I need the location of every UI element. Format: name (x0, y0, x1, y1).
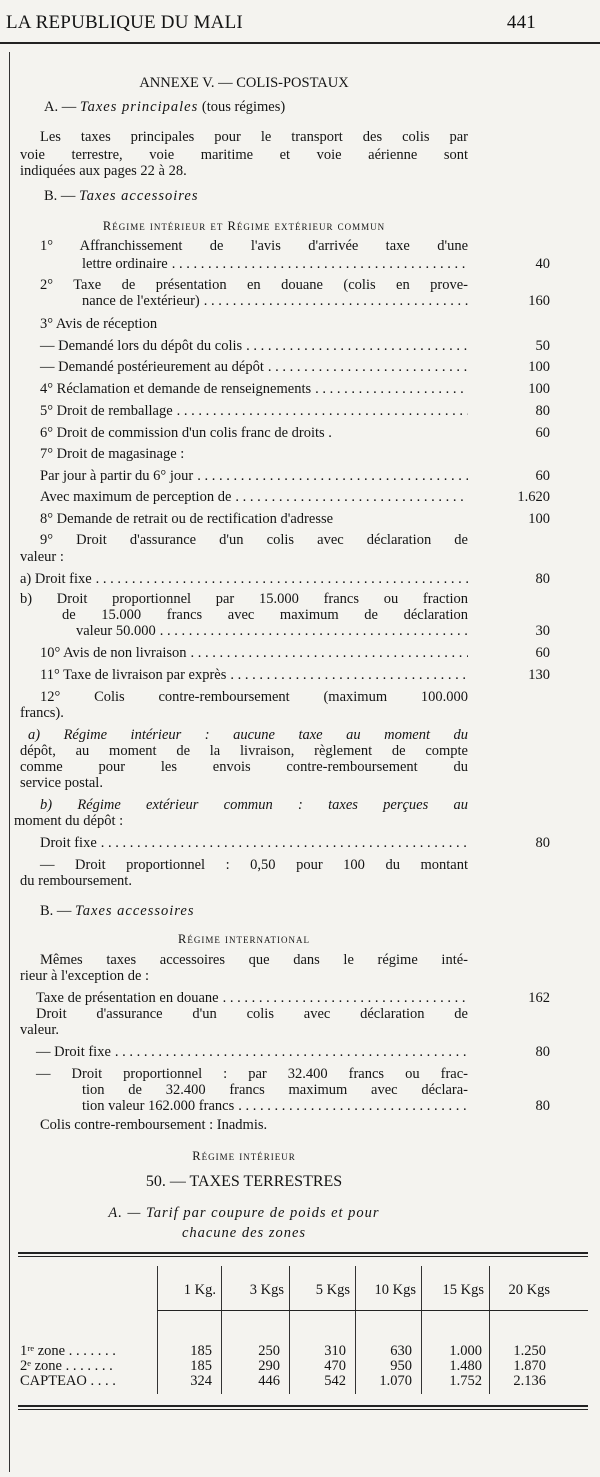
header-rule (0, 42, 600, 44)
regime-intl-heading: Régime international (178, 932, 310, 946)
table-header: 15 Kgs (442, 1282, 484, 1298)
item-9a-value: 80 (535, 571, 550, 587)
item-9b-line-3: valeur 50.000 . . . (76, 622, 468, 640)
item-8: 8° Demande de retrait ou de rectification d'adresse (40, 511, 334, 527)
intl-prop-value: 80 (535, 1098, 550, 1114)
margin-rule (9, 52, 10, 1472)
table-cell: 1.250 (513, 1343, 546, 1359)
table-cell: 542 (324, 1373, 346, 1389)
regime-a-line-2: dépôt, au moment de la livraison, règlement de compte (20, 743, 468, 759)
item-2-line-2: nance de l'extérieur) . . . (82, 292, 468, 310)
intl-fixed-value: 80 (535, 1044, 550, 1060)
item-1-value: 40 (535, 256, 550, 272)
regime-b-prop-line-1: — Droit proportionnel : 0,50 pour 100 du montant (40, 857, 468, 873)
intl-customs-value: 162 (528, 990, 550, 1006)
item-9-line-2: valeur : (20, 549, 64, 565)
item-10-value: 60 (535, 645, 550, 661)
intl-fixed: — Droit fixe . . . (36, 1043, 468, 1061)
regime-b-prop-line-2: du remboursement. (20, 873, 132, 889)
item-1-line-1: 1° Affranchissement de l'avis d'arrivée taxe d'une (40, 238, 468, 254)
row-label: CAPTEAO . . . . (20, 1373, 116, 1389)
item-6-value: 60 (535, 425, 550, 441)
item-4: 4° Réclamation et demande de renseignements . . . (40, 380, 468, 398)
tarif-line-1: A. — Tarif par coupure de poids et pour (108, 1205, 380, 1221)
table-header: 5 Kgs (315, 1282, 350, 1298)
table-cell: 185 (190, 1343, 212, 1359)
section-b2-prefix: B. — (40, 903, 72, 919)
section-50-title: 50. — TAXES TERRESTRES (145, 1173, 343, 1190)
table-cell: 446 (258, 1373, 280, 1389)
table-header: 20 Kgs (508, 1282, 550, 1298)
item-3: 3° Avis de réception (40, 316, 158, 332)
item-2-value: 160 (528, 293, 550, 309)
intro-line-3: indiquées aux pages 22 à 28. (20, 163, 187, 179)
regime-b-line-1: b) Régime extérieur commun : taxes perçues au (40, 797, 468, 813)
item-3b: — Demandé postérieurement au dépôt . . . (40, 358, 468, 376)
item-9b-value: 30 (535, 623, 550, 639)
section-b1-prefix: B. — (44, 188, 76, 204)
table-cell: 630 (390, 1343, 412, 1359)
table-header-rule (157, 1310, 588, 1311)
table-cell: 1.752 (449, 1373, 482, 1389)
table-cell: 290 (258, 1358, 280, 1374)
regime-int2-heading: Régime intérieur (192, 1149, 296, 1163)
item-9-line-1: 9° Droit d'assurance d'un colis avec déclaration de (40, 532, 468, 548)
table-cell: 1.070 (379, 1373, 412, 1389)
intl-prop-line-2: tion de 32.400 francs maximum avec déclara- (82, 1082, 468, 1098)
table-rule-bottom (18, 1405, 588, 1407)
intl-insurance-line-1: Droit d'assurance d'un colis avec déclaration de (36, 1006, 468, 1022)
section-a-heading (44, 98, 492, 116)
regime-b-line-2: moment du dépôt : (14, 813, 124, 829)
item-1-line-2: lettre ordinaire . . . (82, 255, 468, 273)
table-cell: 2.136 (513, 1373, 546, 1389)
intl-insurance-line-2: valeur. (20, 1022, 60, 1038)
intl-cod: Colis contre-remboursement : Inadmis. (40, 1117, 268, 1133)
item-3b-value: 100 (528, 359, 550, 375)
table-col-sep (289, 1266, 290, 1394)
section-a-suffix: (tous régimes) (201, 99, 286, 115)
intl-prop-line-3: tion valeur 162.000 francs . . . (82, 1097, 468, 1115)
intl-line-2: rieur à l'exception de : (20, 968, 150, 984)
item-7a-value: 60 (535, 468, 550, 484)
section-b2-heading (40, 902, 488, 920)
table-header: 10 Kgs (374, 1282, 416, 1298)
table-cell: 1.000 (449, 1343, 482, 1359)
regime-a-line-4: service postal. (20, 775, 103, 791)
item-3a-value: 50 (535, 338, 550, 354)
regime-a-line-3: comme pour les envois contre-remboursement du (20, 759, 468, 775)
item-5: 5° Droit de remballage . . . (40, 402, 468, 420)
running-header (6, 12, 536, 40)
row-label: 2ᵉ zone . . . . . . . (20, 1358, 113, 1374)
item-6: 6° Droit de commission d'un colis franc de droits . (40, 425, 332, 441)
regime-a-line-1: a) Régime intérieur : aucune taxe au moment du (28, 727, 468, 743)
section-b1-heading (44, 187, 492, 205)
item-9b-line-1: b) Droit proportionnel par 15.000 francs ou fraction (20, 591, 468, 607)
regime-common-heading: Régime intérieur et Régime extérieur commun (102, 219, 386, 233)
item-10: 10° Avis de non livraison . . . (40, 644, 468, 662)
table-cell: 185 (190, 1358, 212, 1374)
regime-b-fixed: Droit fixe . . . (40, 834, 468, 852)
header-title: LA REPUBLIQUE DU MALI (6, 12, 243, 33)
intl-customs: Taxe de présentation en douane . . . (36, 989, 468, 1007)
item-2-line-1: 2° Taxe de présentation en douane (colis en prove- (40, 277, 468, 293)
item-4-value: 100 (528, 381, 550, 397)
table-rule-top-inner (18, 1256, 588, 1257)
table-cell: 1.870 (513, 1358, 546, 1374)
table-col-sep (489, 1266, 490, 1394)
table-cell: 470 (324, 1358, 346, 1374)
regime-b-fixed-value: 80 (535, 835, 550, 851)
table-cell: 310 (324, 1343, 346, 1359)
section-a-prefix: A. — (44, 99, 77, 115)
item-3a: — Demandé lors du dépôt du colis . . . (40, 337, 468, 355)
item-9b-line-2: de 15.000 francs avec maximum de déclaration (62, 607, 468, 623)
intro-line-2: voie terrestre, voie maritime et voie aérienne sont (20, 147, 468, 163)
item-5-value: 80 (535, 403, 550, 419)
item-11-value: 130 (528, 667, 550, 683)
item-7b-value: 1.620 (517, 489, 550, 505)
intl-line-1: Mêmes taxes accessoires que dans le régime inté- (40, 952, 468, 968)
item-7: 7° Droit de magasinage : (40, 446, 185, 462)
table-header: 1 Kg. (183, 1282, 216, 1298)
row-label: 1ʳᵉ zone . . . . . . . (20, 1343, 116, 1359)
table-header: 3 Kgs (249, 1282, 284, 1298)
table-rule-top (18, 1252, 588, 1254)
table-col-sep (157, 1266, 158, 1394)
table-rule-bottom-inner (18, 1409, 588, 1410)
item-11: 11° Taxe de livraison par exprès . . . (40, 666, 468, 684)
annex-title: ANNEXE V. — COLIS-POSTAUX (139, 75, 349, 91)
item-7b: Avec maximum de perception de . . . (40, 488, 468, 506)
page-number: 441 (506, 12, 536, 33)
table-cell: 950 (390, 1358, 412, 1374)
item-12-line-1: 12° Colis contre-remboursement (maximum 100.000 (40, 689, 468, 705)
intl-prop-line-1: — Droit proportionnel : par 32.400 francs ou frac- (36, 1066, 468, 1082)
table-col-sep (221, 1266, 222, 1394)
item-12-line-2: francs). (20, 705, 64, 721)
table-cell: 324 (190, 1373, 212, 1389)
table-col-sep (421, 1266, 422, 1394)
table-cell: 250 (258, 1343, 280, 1359)
section-b2-title: Taxes accessoires (75, 903, 195, 919)
item-8-value: 100 (528, 511, 550, 527)
table-col-sep (355, 1266, 356, 1394)
item-7a: Par jour à partir du 6° jour . . . (40, 467, 468, 485)
table-cell: 1.480 (449, 1358, 482, 1374)
section-b1-title: Taxes accessoires (79, 188, 199, 204)
intro-line-1: Les taxes principales pour le transport des colis par (40, 129, 468, 145)
item-9a: a) Droit fixe . . . (20, 570, 468, 588)
tarif-line-2: chacune des zones (181, 1225, 307, 1241)
section-a-title: Taxes principales (79, 99, 199, 115)
